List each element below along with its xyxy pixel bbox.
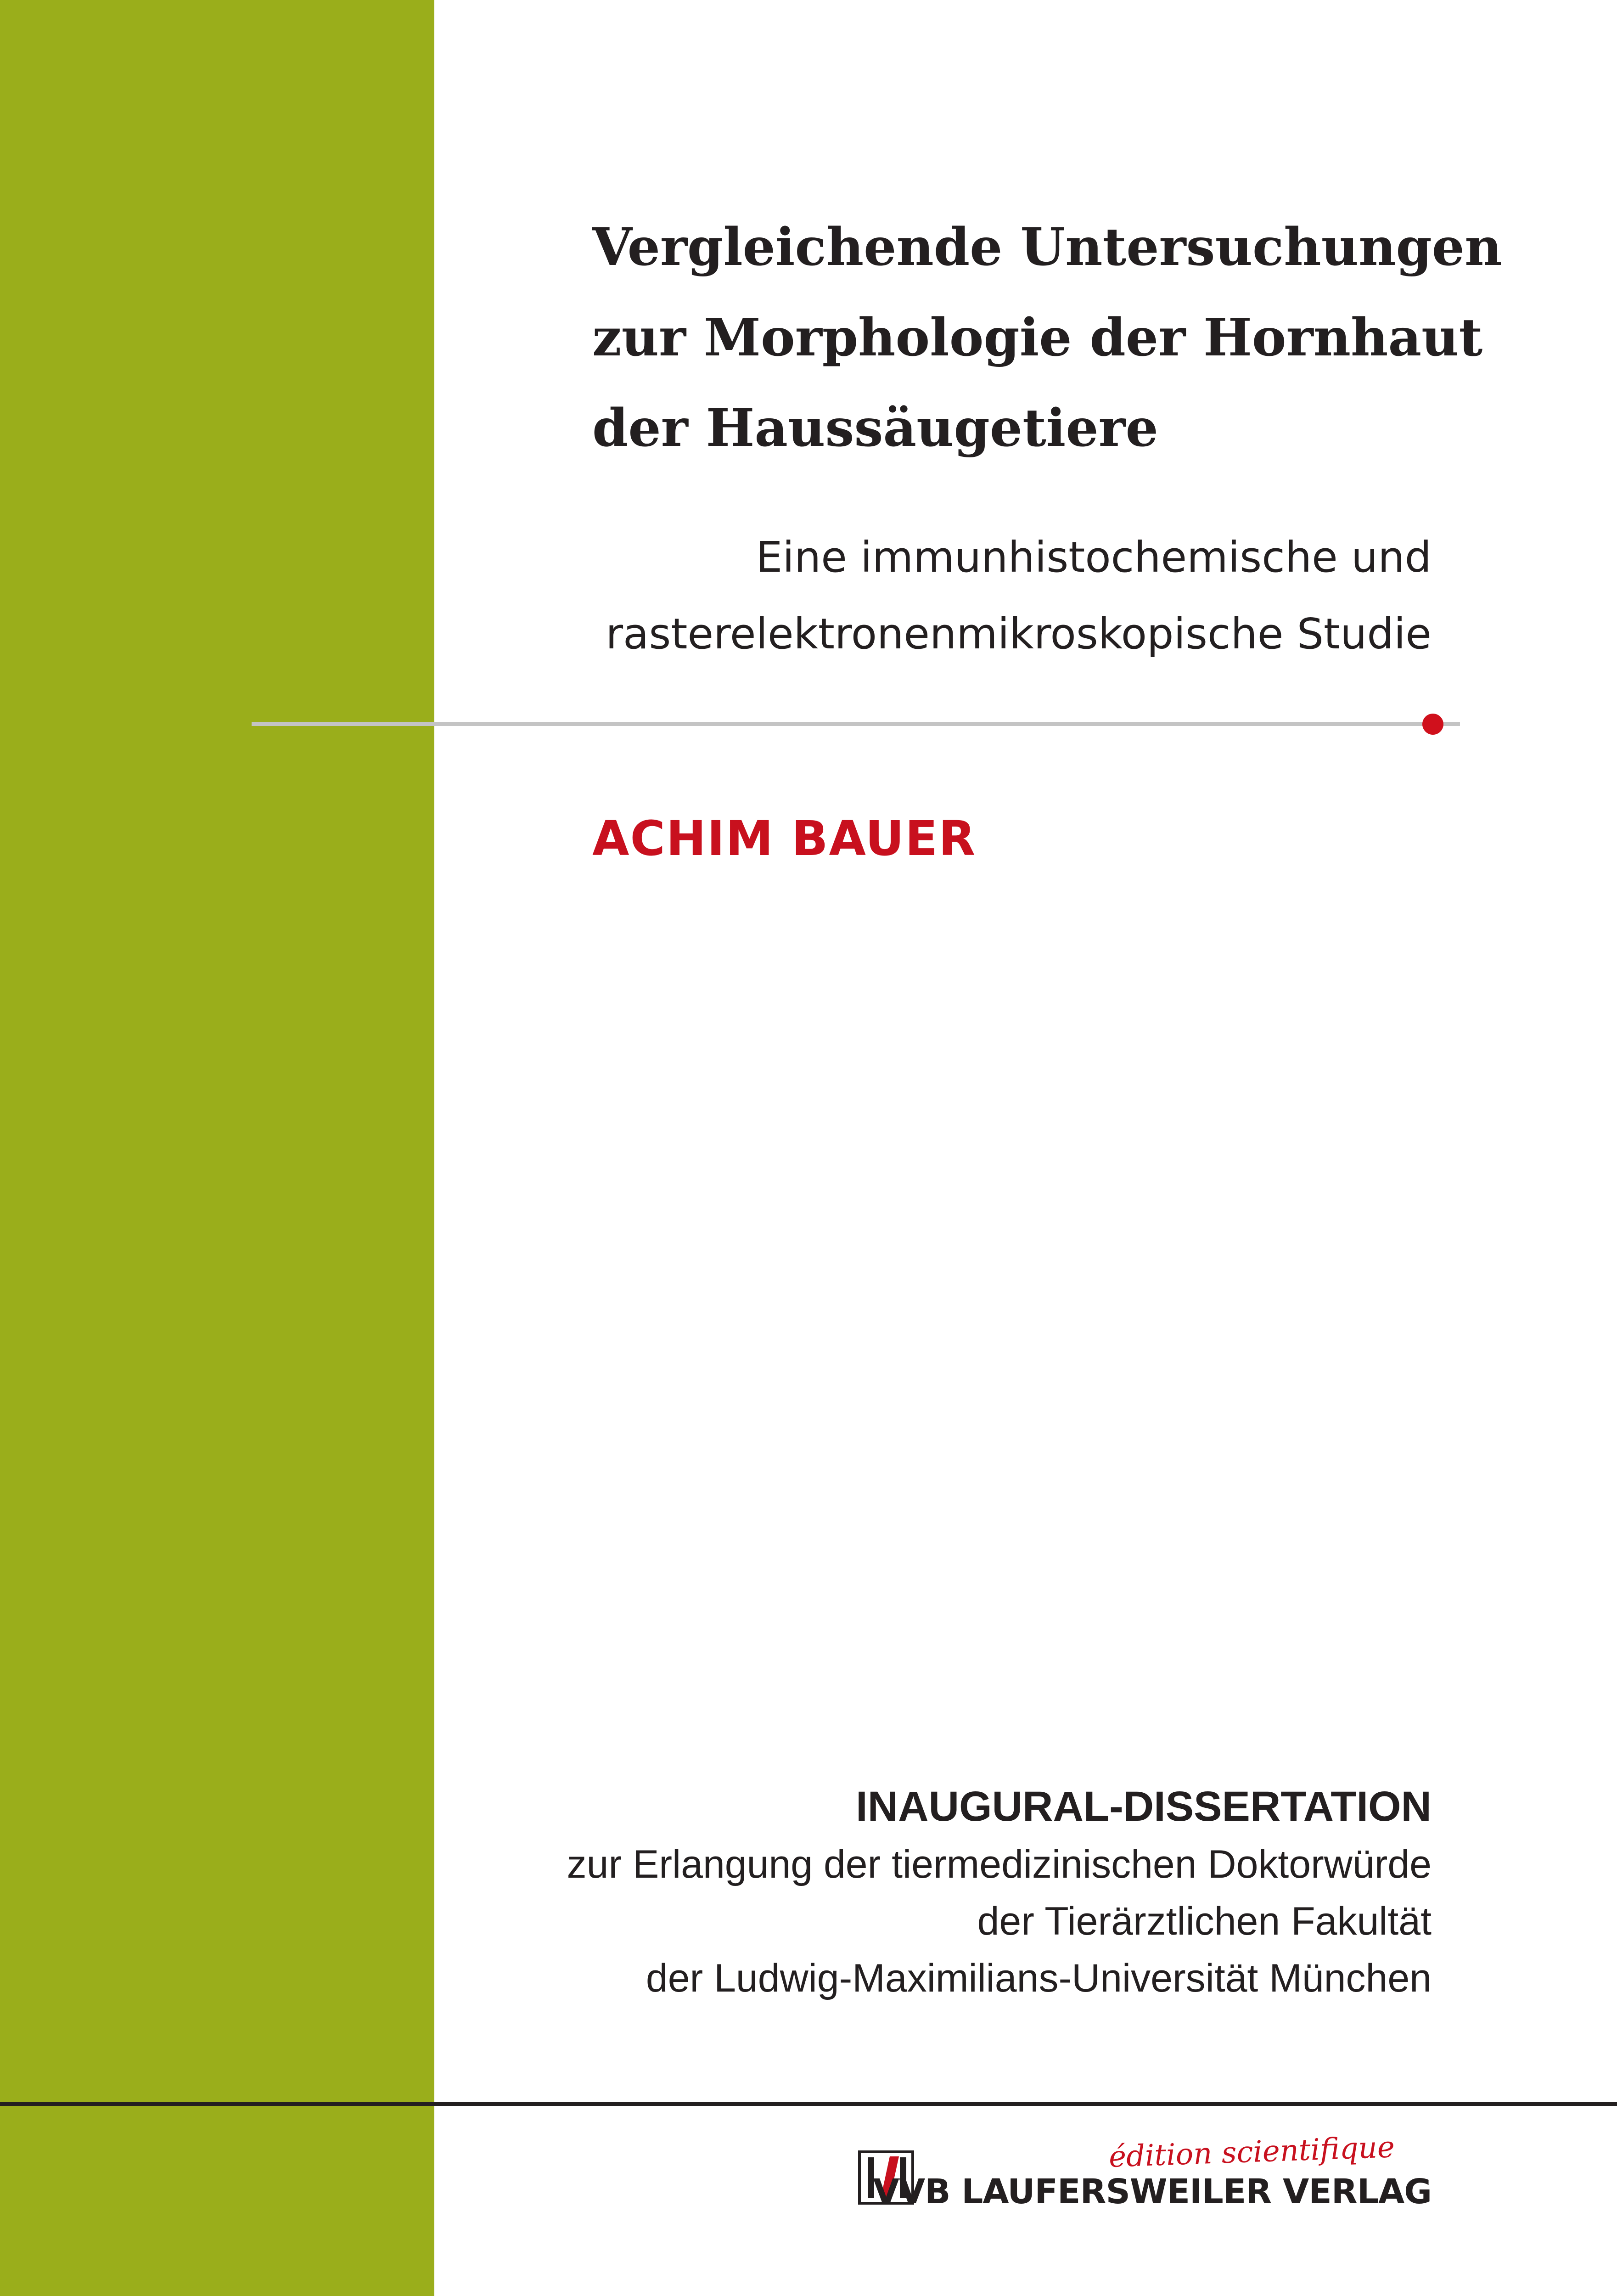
- publisher-tagline: édition scientifique: [1108, 2130, 1396, 2174]
- subtitle-line-2: rasterelektronenmikroskopische Studie: [606, 609, 1432, 658]
- title-line-3: der Haussäugetiere: [592, 398, 1158, 458]
- title-line-2: zur Morphologie der Hornhaut: [592, 308, 1483, 368]
- footer-rule: [0, 2102, 1617, 2106]
- publisher-logo: [743, 2130, 1432, 2213]
- title-line-1: Vergleichende Untersuchungen: [592, 217, 1502, 277]
- dissertation-heading: INAUGURAL-DISSERTATION: [856, 1783, 1432, 1830]
- book-subtitle: [513, 519, 1432, 672]
- author-name: ACHIM BAUER: [592, 810, 977, 867]
- dissertation-line-3: der Ludwig-Maximilians-Universität München: [646, 1956, 1432, 2000]
- dissertation-note: [421, 1777, 1432, 2007]
- publisher-name: VVB LAUFERSWEILER VERLAG: [873, 2172, 1432, 2212]
- green-side-band: [0, 0, 434, 2296]
- divider-dot: [1422, 714, 1443, 735]
- divider-rule: [252, 722, 1460, 726]
- dissertation-line-2: der Tierärztlichen Fakultät: [977, 1899, 1432, 1943]
- dissertation-line-1: zur Erlangung der tiermedizinischen Doktorwürde: [567, 1842, 1432, 1886]
- subtitle-line-1: Eine immunhistochemische und: [756, 533, 1432, 582]
- book-title: [592, 202, 1510, 473]
